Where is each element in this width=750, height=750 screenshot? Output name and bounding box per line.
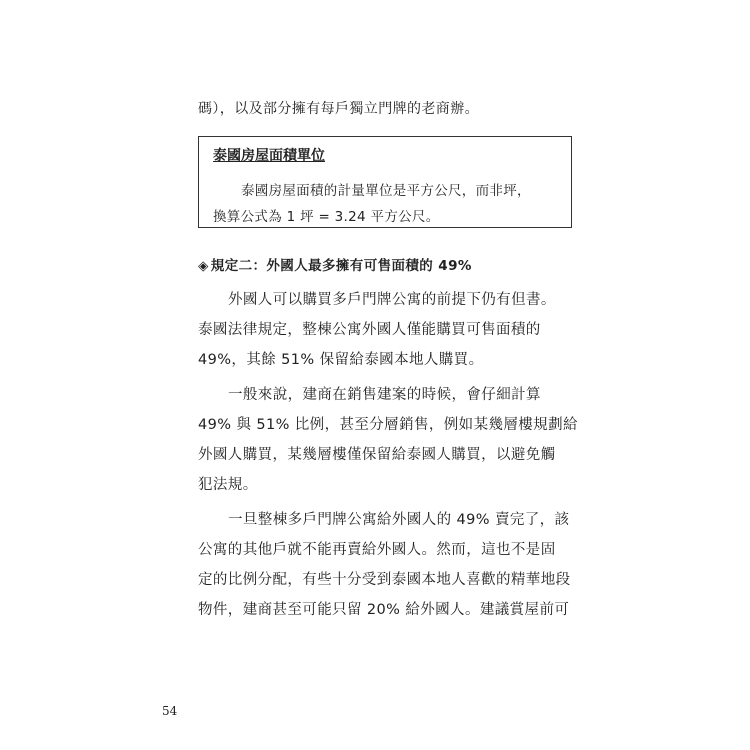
section-heading-text: 規定二：外國人最多擁有可售面積的 49% bbox=[210, 258, 472, 274]
info-box-title: 泰國房屋面積單位 bbox=[213, 148, 325, 164]
diamond-bullet-icon: ◈ bbox=[198, 258, 209, 274]
paragraph-2-line-3: 外國人購買，某幾層樓僅保留給泰國人購買，以避免觸 bbox=[198, 447, 556, 463]
paragraph-2-line-2: 49% 與 51% 比例，甚至分層銷售，例如某幾層樓規劃給 bbox=[198, 417, 578, 433]
paragraph-3-line-4: 物件，建商甚至可能只留 20% 給外國人。建議賞屋前可 bbox=[198, 602, 570, 618]
paragraph-1-line-2: 泰國法律規定，整棟公寓外國人僅能購買可售面積的 bbox=[198, 322, 541, 338]
section-heading bbox=[198, 254, 472, 274]
paragraph-3-line-1: 一旦整棟多戶門牌公寓給外國人的 49% 賣完了，該 bbox=[228, 512, 570, 528]
info-box-line-1: 泰國房屋面積的計量單位是平方公尺，而非坪， bbox=[241, 183, 531, 199]
continued-text-line: 碼），以及部分擁有每戶獨立門牌的老商辦。 bbox=[198, 101, 479, 117]
paragraph-2-line-4: 犯法規。 bbox=[198, 477, 258, 493]
info-box bbox=[198, 136, 572, 228]
paragraph-3-line-2: 公寓的其他戶就不能再賣給外國人。然而，這也不是固 bbox=[198, 542, 556, 558]
info-box-line-2: 換算公式為 1 坪 = 3.24 平方公尺。 bbox=[213, 209, 440, 225]
paragraph-1-line-1: 外國人可以購買多戶門牌公寓的前提下仍有但書。 bbox=[228, 292, 556, 308]
page-number: 54 bbox=[162, 704, 178, 718]
paragraph-1-line-3: 49%，其餘 51% 保留給泰國本地人購買。 bbox=[198, 352, 484, 368]
paragraph-3-line-3: 定的比例分配，有些十分受到泰國本地人喜歡的精華地段 bbox=[198, 572, 571, 588]
paragraph-2-line-1: 一般來說，建商在銷售建案的時候，會仔細計算 bbox=[228, 387, 541, 403]
